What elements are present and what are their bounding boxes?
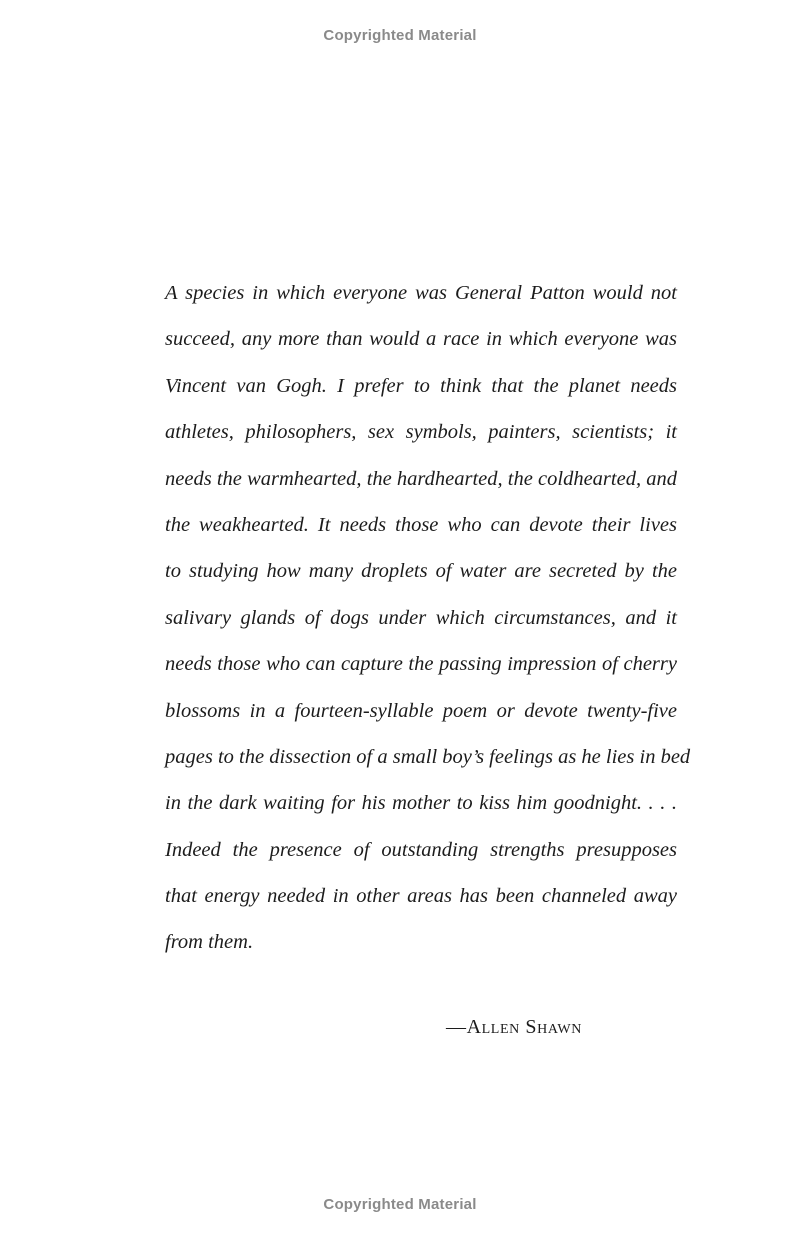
quote-line: needs the warmhearted, the hardhearted, the coldhearted, and	[165, 467, 677, 490]
quote-line: pages to the dissection of a small boy’s feelings as he lies in bed	[165, 745, 691, 768]
quote-line: to studying how many droplets of water are secreted by the	[165, 560, 677, 583]
epigraph-quote	[165, 270, 691, 966]
quote-attribution: —Allen Shawn	[446, 1016, 582, 1038]
quote-line: athletes, philosophers, sex symbols, painters, scientists; it	[165, 421, 677, 444]
quote-line: that energy needed in other areas has been channeled away	[165, 885, 677, 908]
quote-line: Vincent van Gogh. I prefer to think that the planet needs	[165, 374, 677, 397]
quote-line: succeed, any more than would a race in which everyone was	[165, 328, 677, 351]
quote-line: salivary glands of dogs under which circumstances, and it	[165, 606, 677, 629]
copyright-watermark-top: Copyrighted Material	[323, 27, 477, 44]
quote-line: from them.	[165, 931, 254, 954]
quote-line: needs those who can capture the passing impression of cherry	[165, 653, 677, 676]
quote-line: blossoms in a fourteen-syllable poem or devote twenty-five	[165, 699, 677, 722]
quote-line: the weakhearted. It needs those who can devote their lives	[165, 513, 677, 536]
quote-line: Indeed the presence of outstanding strengths presupposes	[165, 838, 677, 861]
copyright-watermark-bottom: Copyrighted Material	[323, 1196, 477, 1213]
quote-line: in the dark waiting for his mother to kiss him goodnight. . . .	[165, 792, 677, 815]
quote-line: A species in which everyone was General Patton would not	[165, 282, 677, 304]
